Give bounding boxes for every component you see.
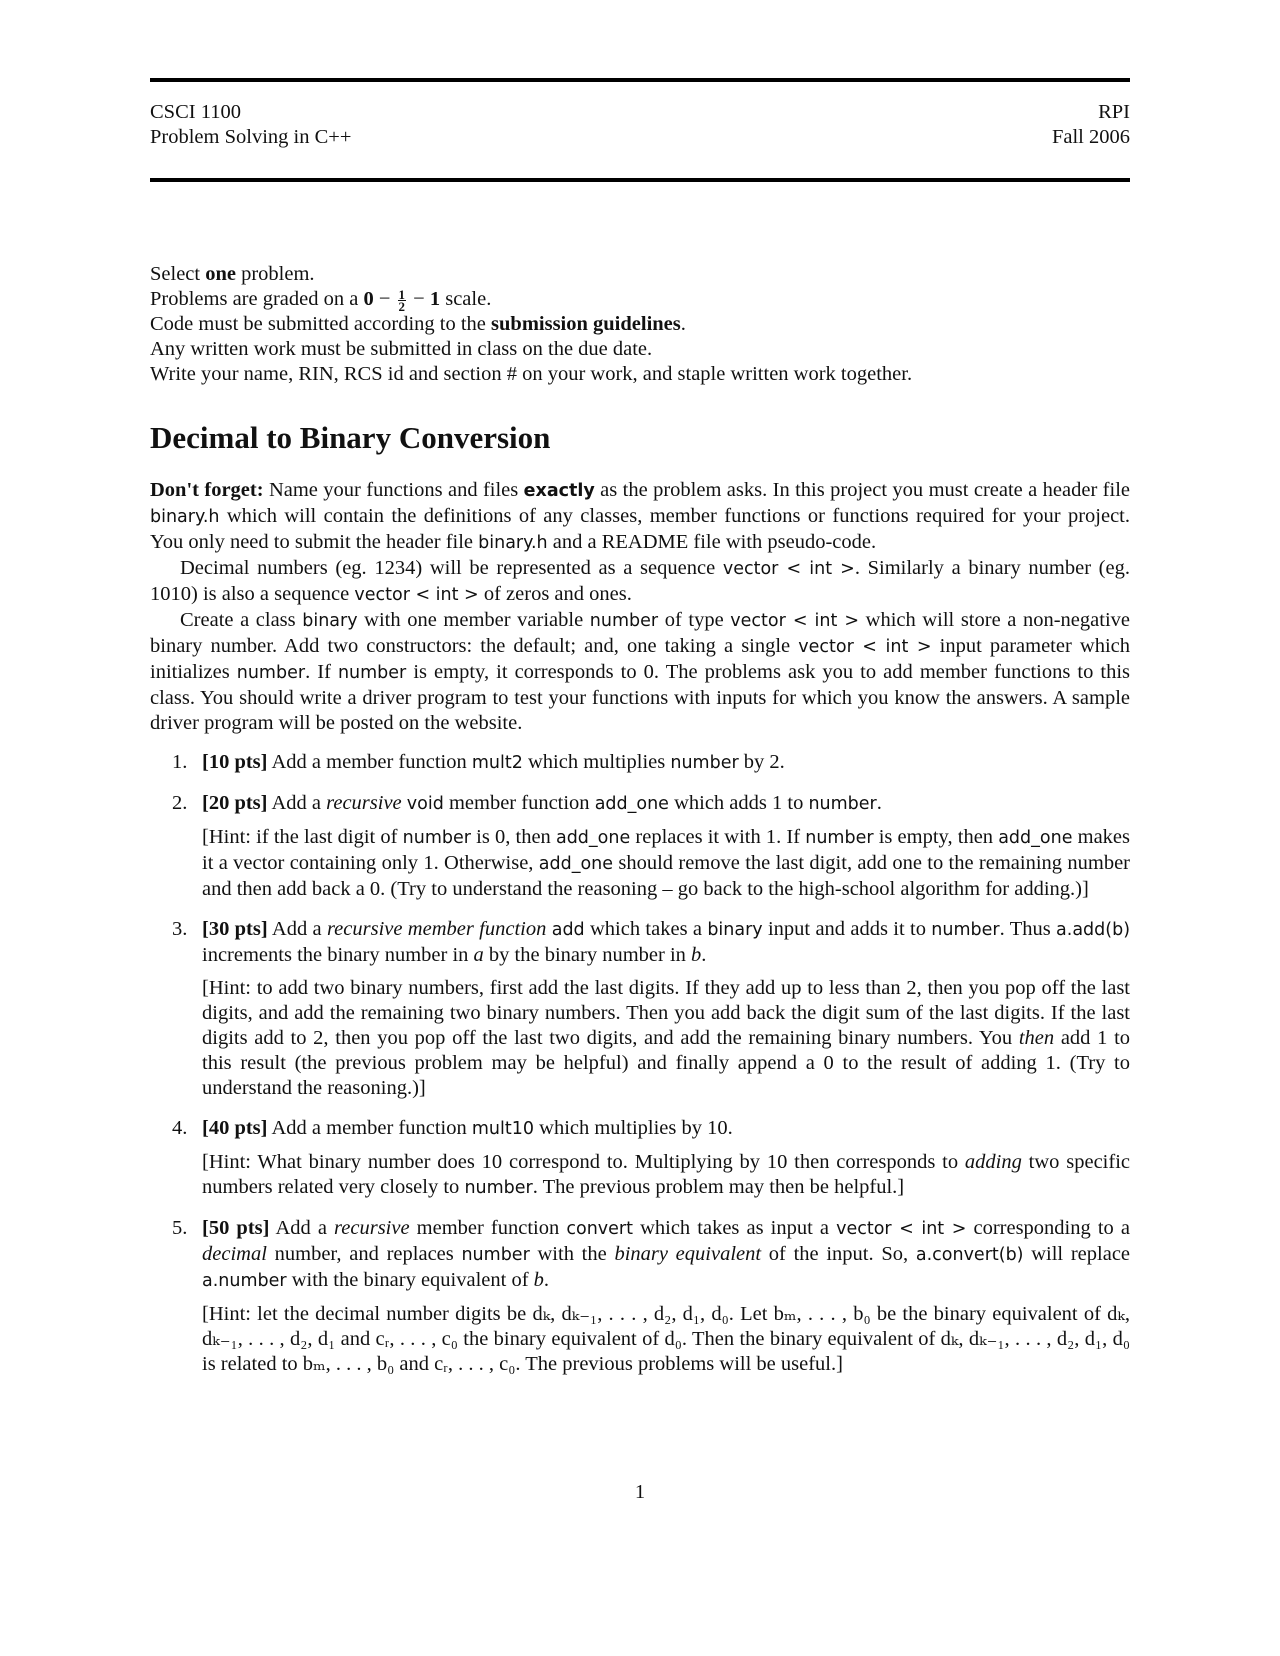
course-header: [150, 100, 1130, 150]
one-half-fraction: $\frac{1}{2}$: [398, 286, 406, 314]
intro-paragraph-1: Don't forget: Name your functions and files exactly as the problem asks. In this project you must create a header file binary.h which will contain the definitions of any classes, member functions or functions required for your project. You only need to submit the header file binary.h and a README file with pseudo-code.: [150, 479, 1130, 553]
intro-paragraph-3: Create a class binary with one member variable number of type vector < int > which will store a non-negative binary number. Add two constructors: the default; and, one taking a single vector < int > input parameter which initializes number. If number is empty, it corresponds to 0. The problems ask you to add member functions to this class. You should write a driver program to test your functions with inputs for which you know the answers. A sample driver program will be posted on the website.: [150, 609, 1131, 734]
problem-points: [30 pts]: [202, 918, 268, 940]
course-title: Problem Solving in C++: [150, 126, 352, 148]
intro-text: [150, 478, 1130, 736]
problem-4-hint: [Hint: What binary number does 10 correspond to. Multiplying by 10 then corresponds to adding two specific numbers related very closely to number. The previous problem may then be helpful.]: [202, 1151, 1130, 1198]
instructions: [150, 262, 1130, 387]
page-number: 1: [634, 1481, 646, 1503]
school-info: [1052, 100, 1130, 150]
problem-number: 1.: [172, 751, 188, 773]
problem-2-hint: [Hint: if the last digit of number is 0, then add_one replaces it with 1. If number is empty, then add_one makes it a vector containing only 1. Otherwise, add_one should remove the last digit, add one to the remaining number and then add back a 0. (Try to understand the reasoning – go back to the high-school algorithm for adding.)]: [202, 826, 1131, 900]
page-title: Decimal to Binary Conversion: [150, 420, 551, 455]
problem-number: 3.: [172, 918, 188, 940]
instruction-line-1: Select one problem.: [150, 263, 315, 285]
problem-number: 5.: [172, 1217, 188, 1239]
problem-points: [20 pts]: [202, 792, 268, 814]
term: Fall 2006: [1051, 126, 1130, 148]
problem-3-hint: [Hint: to add two binary numbers, first add the last digits. If they add up to less than 2, then you pop off the last digits, and add the remaining two binary numbers. Then you add back the digit sum of the last digits. If the last digits add to 2, then you pop off the last two digits, and add the remaining binary numbers. You then add 1 to this result (the previous problem may be helpful) and finally append a 0 to the result of adding 1. (Try to understand the reasoning.)]: [202, 977, 1131, 1099]
intro-paragraph-2: Decimal numbers (eg. 1234) will be represented as a sequence vector < int >. Similarly a binary number (eg. 1010) is also a sequence vector < int > of zeros and ones.: [150, 557, 1130, 605]
problem-5: 5. [50 pts] Add a recursive member function convert which takes as input a vector < int > corresponding to a decimal number, and replaces number with the binary equivalent of the input. So, a.convert(b) will replace a.number with the binary equivalent of b. [Hint: let the decimal number digits be dₖ, dₖ₋₁, . . . , d₂, d₁, d₀. Let bₘ, . . . , b₀ be the binary equivalent of dₖ, dₖ₋₁, . . . , d₂, d₁ and cᵣ, . . . , c₀ the binary equivalent of d₀. Then the binary equivalent of dₖ, dₖ₋₁, . . . , d₂, d₁, d₀ is related to bₘ, . . . , b₀ and cᵣ, . . . , c₀. The previous problems will be useful.]: [172, 1217, 1131, 1375]
header-top-rule: [150, 78, 1130, 82]
problem-1: 1. [10 pts] Add a member function mult2 which multiplies number by 2.: [172, 751, 785, 773]
problem-points: [10 pts]: [202, 751, 268, 773]
course-info: [150, 100, 351, 150]
header-bottom-rule: [150, 178, 1130, 182]
problem-number: 2.: [172, 792, 188, 814]
instruction-line-2: Problems are graded on a 0 − $\frac{1}{2}$ − 1 scale.: [150, 286, 492, 314]
problem-5-hint: [Hint: let the decimal number digits be dₖ, dₖ₋₁, . . . , d₂, d₁, d₀. Let bₘ, . . . , b₀ be the binary equivalent of dₖ, dₖ₋₁, . . . , d₂, d₁ and cᵣ, . . . , c₀ the binary equivalent of d₀. Then the binary equivalent of dₖ, dₖ₋₁, . . . , d₂, d₁, d₀ is related to bₘ, . . . , b₀ and cᵣ, . . . , c₀. The previous problems will be useful.]: [202, 1303, 1130, 1375]
instruction-line-3: Code must be submitted according to the submission guidelines.: [150, 313, 686, 335]
problem-number: 4.: [172, 1117, 188, 1139]
course-code: CSCI 1100: [150, 101, 241, 123]
problem-list: [150, 750, 1130, 1377]
problem-2: 2. [20 pts] Add a recursive void member function add_one which adds 1 to number. [Hint: if the last digit of number is 0, then add_one replaces it with 1. If number is empty, then add_one makes it a vector containing only 1. Otherwise, add_one should remove the last digit, add one to the remaining number and then add back a 0. (Try to understand the reasoning – go back to the high-school algorithm for adding.)]: [172, 792, 1131, 900]
problem-points: [40 pts]: [202, 1117, 268, 1139]
instruction-line-4: Any written work must be submitted in class on the due date.: [150, 338, 653, 360]
school-name: RPI: [1098, 101, 1130, 123]
problem-3: 3. [30 pts] Add a recursive member function add which takes a binary input and adds it to number. Thus a.add(b) increments the binary number in a by the binary number in b. [Hint: to add two binary numbers, first add the last digits. If they add up to less than 2, then you pop off the last digits, and add the remaining two binary numbers. Then you add back the digit sum of the last digits. If the last digits add to 2, then you pop off the last two digits, and add the remaining binary numbers. You then add 1 to this result (the previous problem may be helpful) and finally append a 0 to the result of adding 1. (Try to understand the reasoning.)]: [172, 918, 1131, 1099]
problem-4: 4. [40 pts] Add a member function mult10 which multiplies by 10. [Hint: What binary number does 10 correspond to. Multiplying by 10 then corresponds to adding two specific numbers related very closely to number. The previous problem may then be helpful.]: [150, 1116, 1130, 1201]
problem-points: [50 pts]: [202, 1217, 270, 1239]
instruction-line-5: Write your name, RIN, RCS id and section # on your work, and staple written work together.: [150, 363, 913, 385]
